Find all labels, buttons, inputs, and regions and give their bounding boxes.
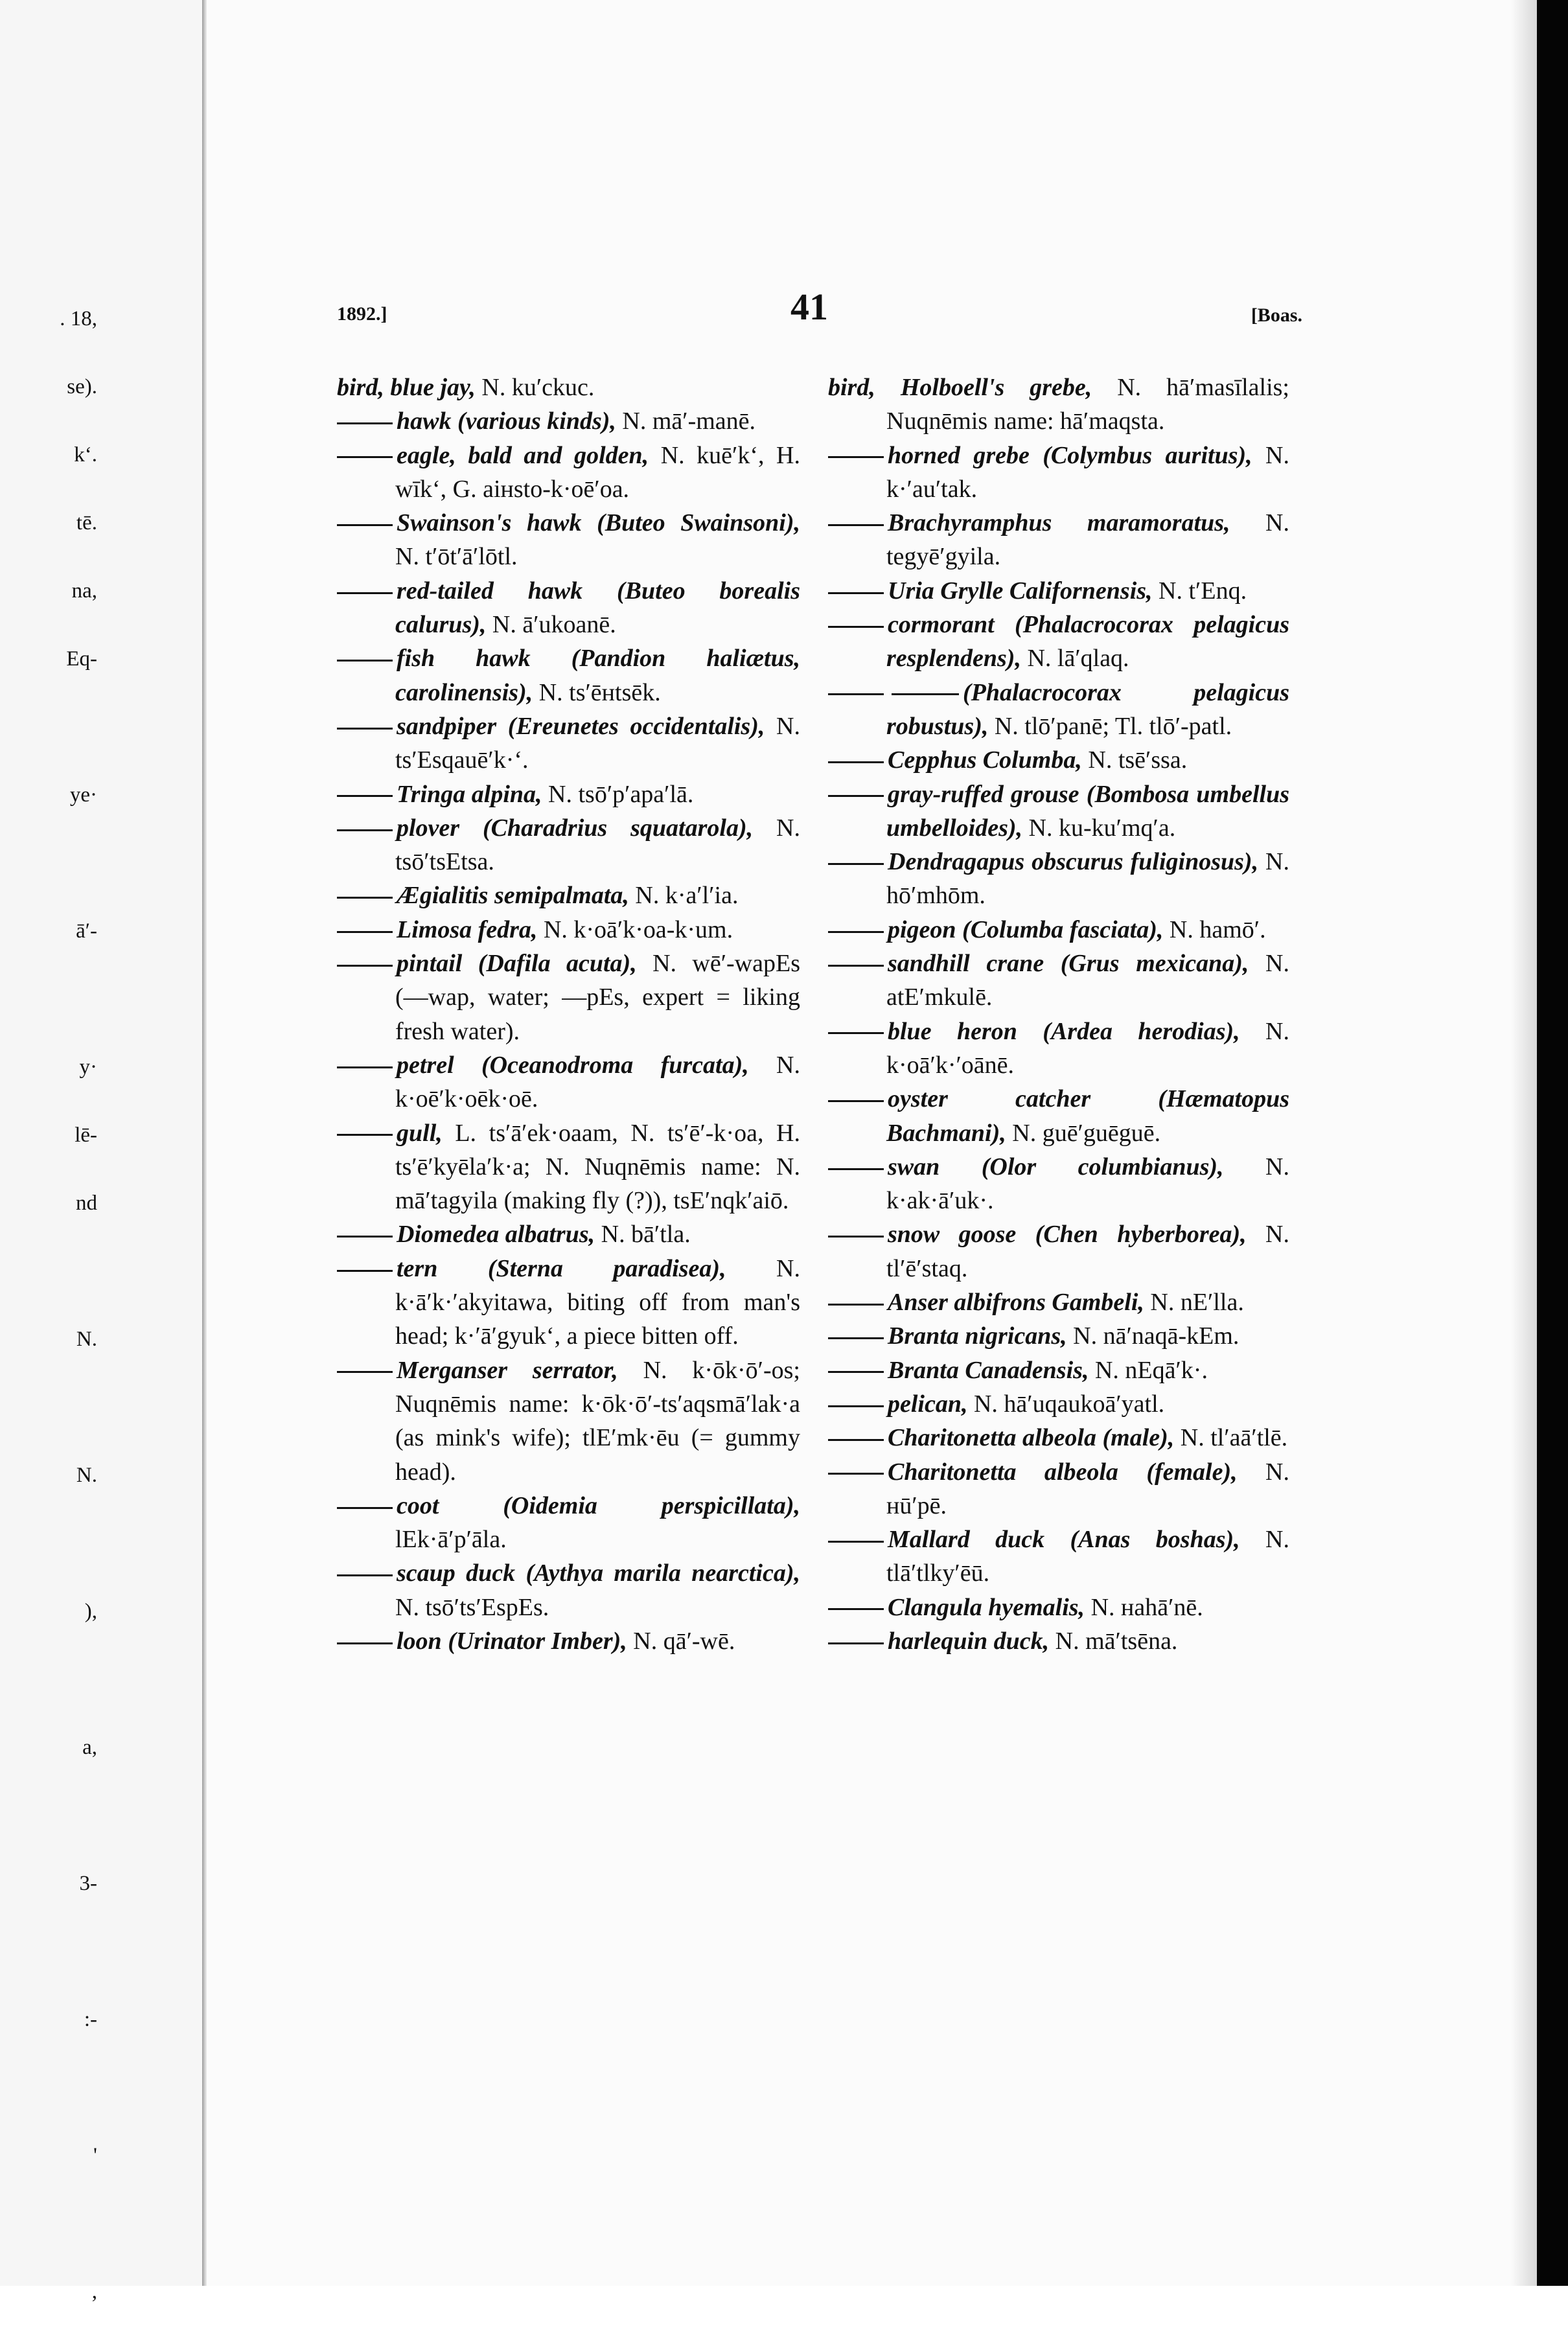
ditto-dash: [828, 1371, 884, 1373]
entry-term: (Phalacrocorax pelagicus robustus),: [886, 678, 1289, 740]
entry-term: Branta Canadensis,: [888, 1356, 1089, 1384]
entry-translation: N. tegyē′gyila.: [886, 509, 1289, 571]
ditto-dash: [828, 1405, 884, 1407]
ditto-dash: [828, 1337, 884, 1339]
ditto-dash: [337, 456, 393, 458]
ditto-dash: [337, 1507, 393, 1509]
ditto-dash: [337, 931, 393, 933]
ditto-dash: [337, 1134, 393, 1136]
dictionary-entry: [337, 574, 800, 642]
entry-translation: N. tsō′p′apa′lā.: [542, 780, 694, 808]
dictionary-entry: [828, 947, 1289, 1015]
ditto-dash: [337, 1574, 393, 1576]
ditto-dash: [828, 931, 884, 933]
entry-translation: N. t′ōt′ā′lōtl.: [395, 543, 518, 571]
entry-term: pigeon (Columba fasciata),: [888, 915, 1164, 943]
entry-translation: N. qā′-wē.: [627, 1627, 735, 1655]
entry-translation: N. kuē′k‘, H. wīk‘, G. aiнsto-k·oē′oa.: [395, 441, 800, 503]
entry-term: Clangula hyemalis,: [888, 1593, 1085, 1621]
dictionary-entry: [337, 1556, 800, 1624]
entry-translation: N. tl′aā′tlē.: [1174, 1424, 1288, 1452]
entry-translation: N. k·ōk·ō′-os; Nuqnēmis name: k·ōk·ō′-ts′aqsmā′lak·a (as mink's wife); tlE′mk·ēu (= gummy head).: [395, 1356, 800, 1486]
ditto-dash: [337, 422, 393, 424]
entry-term: red-tailed hawk (Buteo borealis calurus),: [395, 577, 800, 639]
entry-term: swan (Olor columbianus),: [888, 1153, 1224, 1180]
entry-translation: L. ts′ā′ek·oaam, N. ts′ē′-k·oa, H. ts′ē′kyēla′k·a; N. Nuqnēmis name: N. mā′tagyila (making fly (?)), tsE′nqk′aiō.: [395, 1119, 800, 1215]
dictionary-entry: [337, 439, 800, 507]
dictionary-entry: [337, 1624, 800, 1658]
entry-term: fish hawk (Pandion haliætus, carolinensis),: [395, 645, 800, 706]
margin-fragment: ),: [84, 1600, 97, 1623]
dictionary-entry: [828, 506, 1289, 574]
entry-term: Limosa fedra,: [397, 915, 538, 943]
entry-translation: N. ku′ckuc.: [475, 374, 595, 401]
entry-term: bird, blue jay,: [337, 374, 476, 401]
entry-term: Mallard duck (Anas boshas),: [888, 1526, 1240, 1554]
ditto-dash: [828, 1473, 884, 1475]
dictionary-entry: [337, 1353, 800, 1489]
entry-translation: N. guē′guēguē.: [1006, 1119, 1161, 1147]
margin-fragment: . 18,: [60, 307, 97, 330]
margin-fragment: se).: [67, 375, 97, 398]
dictionary-entry: [828, 1285, 1289, 1319]
dictionary-entry: [828, 676, 1289, 744]
entry-translation: N. lā′qlaq.: [1020, 645, 1129, 673]
dictionary-entry: [337, 1252, 800, 1353]
left-column: [337, 371, 800, 1658]
ditto-dash: [337, 1066, 393, 1068]
header-year: 1892.]: [337, 303, 387, 325]
page-number: 41: [790, 286, 828, 328]
dictionary-entry: [337, 1048, 800, 1116]
scan-border: [1537, 0, 1568, 2286]
dictionary-entry: [337, 404, 800, 438]
ditto-dash: [828, 592, 884, 594]
entry-term: horned grebe (Colymbus auritus),: [888, 441, 1252, 469]
entry-term: Diomedea albatrus,: [397, 1221, 595, 1249]
ditto-dash: [337, 1270, 393, 1272]
entry-translation: N. tl′ē′staq.: [886, 1221, 1289, 1282]
dictionary-entry: [828, 439, 1289, 507]
entry-term: snow goose (Chen hyberborea),: [888, 1221, 1247, 1249]
entry-term: eagle, bald and golden,: [397, 441, 649, 469]
dictionary-entry: [828, 1455, 1289, 1523]
entry-translation: N. nEqā′k·.: [1089, 1356, 1208, 1384]
entry-term: harlequin duck,: [888, 1627, 1050, 1655]
margin-fragment: N.: [76, 1464, 97, 1487]
dictionary-entry: [828, 574, 1289, 608]
entry-term: plover (Charadrius squatarola),: [397, 814, 754, 842]
ditto-dash: [337, 1642, 393, 1644]
entry-term: pelican,: [888, 1390, 968, 1418]
dictionary-entry: [337, 879, 800, 912]
dictionary-entry: [828, 608, 1289, 676]
entry-term: Merganser serrator,: [397, 1356, 618, 1384]
dictionary-entry: [828, 777, 1289, 846]
margin-fragment: [0, 693, 97, 761]
entry-term: scaup duck (Aythya marila nearctica),: [397, 1560, 800, 1587]
dictionary-entry: [337, 371, 800, 404]
entry-translation: N. wē′-wapEs (—wap, water; —pEs, expert = liking fresh water).: [395, 950, 800, 1045]
entry-term: gull,: [397, 1119, 443, 1147]
entry-translation: N. atE′mkulē.: [886, 950, 1289, 1011]
ditto-dash: [828, 626, 884, 628]
entry-term: cormorant (Phalacrocorax pelagicus resplendens),: [886, 611, 1289, 673]
dictionary-entry: [337, 1217, 800, 1251]
margin-fragment: ā′-: [76, 919, 97, 943]
entry-term: loon (Urinator Imber),: [397, 1627, 627, 1655]
entry-term: Branta nigricans,: [888, 1322, 1067, 1350]
page-edge-shadow: [1511, 0, 1537, 2286]
ditto-dash: [828, 1168, 884, 1170]
entry-translation: N. tsē′ssa.: [1081, 746, 1188, 774]
ditto-dash: [828, 1032, 884, 1034]
margin-fragment: [0, 965, 97, 1033]
ditto-dash: [828, 965, 884, 967]
dictionary-entry: [828, 1421, 1289, 1455]
entry-translation: N. hā′masīlalis; Nuqnēmis name: hā′maqsta.: [886, 374, 1289, 435]
right-column: [828, 371, 1289, 1658]
entry-term: gray-ruffed grouse (Bombosa umbellus umbelloides),: [886, 780, 1289, 842]
margin-fragment: [0, 2054, 97, 2122]
ditto-dash: [828, 1642, 884, 1644]
margin-fragment: 3-: [79, 1872, 97, 1895]
entry-translation: N. k·ak·ā′uk·.: [886, 1153, 1289, 1215]
ditto-dash: [828, 863, 884, 865]
dictionary-entry: [828, 1015, 1289, 1083]
dictionary-entry: [337, 506, 800, 574]
entry-translation: N. mā′tsēna.: [1049, 1627, 1178, 1655]
dictionary-entry: [828, 1319, 1289, 1353]
dictionary-entry: [337, 913, 800, 947]
entry-translation: N. tlā′tlky′ēū.: [886, 1526, 1289, 1587]
binding-gutter: [202, 0, 207, 2286]
entry-term: sandhill crane (Grus mexicana),: [888, 950, 1249, 978]
entry-term: Brachyramphus maramoratus,: [888, 509, 1230, 537]
entry-translation: N. k·oē′k·oēk·oē.: [395, 1051, 800, 1113]
entry-term: hawk (various kinds),: [397, 408, 616, 435]
ditto-dash: [828, 1100, 884, 1102]
entry-term: bird, Holboell's grebe,: [828, 374, 1092, 401]
entry-translation: N. nā′naqā-kEm.: [1066, 1322, 1239, 1350]
ditto-dash: [828, 524, 884, 526]
margin-fragment: :-: [84, 2008, 97, 2031]
entry-term: blue heron (Ardea herodias),: [888, 1017, 1240, 1045]
entry-term: sandpiper (Ereunetes occidentalis),: [397, 712, 765, 740]
entry-term: Ægialitis semipalmata,: [397, 882, 629, 910]
entry-term: Anser albifrons Gambeli,: [888, 1289, 1144, 1317]
ditto-dash: [337, 660, 393, 662]
entry-translation: N. ku-ku′mq′a.: [1022, 814, 1176, 842]
dictionary-entry: [337, 641, 800, 709]
entry-translation: N. tlō′panē; Tl. tlō′-patl.: [988, 712, 1232, 740]
header-author: [Boas.: [1251, 305, 1302, 326]
previous-page-strip: [0, 0, 202, 2303]
entry-term: pintail (Dafila acuta),: [397, 950, 637, 978]
entry-term: petrel (Oceanodroma furcata),: [397, 1051, 749, 1079]
dictionary-entry: [337, 811, 800, 879]
dictionary-entry: [828, 1591, 1289, 1624]
margin-fragment: tē.: [76, 511, 97, 535]
entry-translation: N. k·a′l′ia.: [628, 882, 739, 910]
ditto-dash: [337, 829, 393, 831]
margin-fragment: [0, 1918, 97, 1986]
dictionary-entry: [828, 1387, 1289, 1421]
margin-fragment: [0, 829, 97, 897]
entry-translation: N. hamō′.: [1163, 915, 1266, 943]
entry-translation: N. ts′Esqauē′k·‘.: [395, 712, 800, 774]
ditto-dash: [892, 693, 959, 695]
margin-fragment: a,: [82, 1736, 97, 1759]
entry-translation: N. k·′au′tak.: [886, 441, 1289, 503]
margin-fragment: lē-: [75, 1123, 97, 1147]
margin-fragment: Eq-: [66, 647, 97, 671]
ditto-dash: [337, 524, 393, 526]
entry-translation: N. nE′lla.: [1144, 1289, 1244, 1317]
dictionary-entry: [828, 743, 1289, 777]
margin-fragment: ,: [91, 2280, 97, 2303]
entry-term: Charitonetta albeola (male),: [888, 1424, 1175, 1452]
dictionary-entry: [337, 709, 800, 777]
ditto-dash: [337, 965, 393, 967]
margin-fragment: [0, 1782, 97, 1850]
ditto-dash: [828, 1439, 884, 1441]
entry-translation: N. bā′tla.: [595, 1221, 691, 1249]
entry-term: Charitonetta albeola (female),: [888, 1458, 1238, 1486]
ditto-dash: [828, 1304, 884, 1306]
ditto-dash: [337, 1236, 393, 1238]
ditto-dash: [828, 693, 884, 695]
dictionary-entry: [828, 913, 1289, 947]
entry-term: Swainson's hawk (Buteo Swainsoni),: [397, 509, 800, 537]
entry-translation: N. tsō′ts′EspEs.: [395, 1593, 549, 1621]
entry-translation: N. k·oā′k·′oānē.: [886, 1017, 1289, 1079]
dictionary-entry: [828, 1217, 1289, 1285]
ditto-dash: [828, 795, 884, 797]
entry-translation: N. нahā′nē.: [1085, 1593, 1203, 1621]
ditto-dash: [828, 761, 884, 763]
ditto-dash: [337, 592, 393, 594]
entry-translation: N. hā′uqaukoā′yatl.: [967, 1390, 1165, 1418]
entry-translation: N. tsō′tsEtsa.: [395, 814, 800, 876]
ditto-dash: [337, 728, 393, 730]
margin-fragment: [0, 2190, 97, 2258]
dictionary-entry: [337, 777, 800, 811]
entry-term: Uria Grylle Californensis,: [888, 577, 1153, 605]
dictionary-entry: [828, 371, 1289, 439]
dictionary-entry: [828, 1523, 1289, 1591]
dictionary-entry: [828, 1082, 1289, 1150]
entry-translation: N. k·ā′k·′akyitawa, biting off from man's head; k·′ā′gyuk‘, a piece bitten off.: [395, 1254, 800, 1350]
margin-fragment: na,: [71, 579, 97, 603]
margin-fragment: N.: [76, 1328, 97, 1351]
margin-fragment: k‘.: [74, 443, 97, 466]
dictionary-entry: [828, 1150, 1289, 1218]
entry-translation: N. ā′ukoanē.: [486, 611, 616, 639]
entry-translation: N. k·oā′k·oa-k·um.: [537, 915, 733, 943]
ditto-dash: [828, 1608, 884, 1610]
ditto-dash: [828, 1541, 884, 1543]
margin-fragment: ye·: [69, 783, 97, 807]
entry-term: Dendragapus obscurus fuliginosus),: [888, 848, 1259, 876]
entry-term: Tringa alpina,: [397, 780, 542, 808]
ditto-dash: [337, 897, 393, 899]
dictionary-entry: [337, 1489, 800, 1557]
entry-translation: N. ts′ēнtsēk.: [533, 678, 661, 706]
previous-page-margin-text: [0, 285, 97, 2326]
entry-translation: N. mā′-manē.: [616, 408, 756, 435]
entry-translation: N. нū′pē.: [886, 1458, 1289, 1519]
margin-fragment: y·: [79, 1055, 97, 1079]
dictionary-entry: [828, 845, 1289, 913]
ditto-dash: [828, 456, 884, 458]
entry-translation: N. hō′mhōm.: [886, 848, 1289, 910]
margin-fragment: [0, 1646, 97, 1714]
dictionary-entry: [828, 1624, 1289, 1658]
running-header: [337, 285, 1302, 343]
margin-fragment: [0, 1374, 97, 1442]
entry-term: coot (Oidemia perspicillata),: [397, 1491, 800, 1519]
ditto-dash: [828, 1236, 884, 1238]
margin-fragment: nd: [76, 1192, 97, 1215]
margin-fragment: ': [93, 2144, 97, 2167]
margin-fragment: [0, 1510, 97, 1578]
ditto-dash: [337, 795, 393, 797]
ditto-dash: [337, 1371, 393, 1373]
dictionary-entry: [828, 1353, 1289, 1387]
entry-term: oyster catcher (Hæmatopus Bachmani),: [886, 1085, 1289, 1147]
margin-fragment: [0, 1238, 97, 1306]
entry-term: Cepphus Columba,: [888, 746, 1082, 774]
entry-term: tern (Sterna paradisea),: [397, 1254, 726, 1282]
entry-translation: N. t′Enq.: [1152, 577, 1247, 605]
entry-translation: lEk·ā′p′āla.: [395, 1526, 507, 1554]
dictionary-entry: [337, 1116, 800, 1218]
dictionary-entry: [337, 947, 800, 1048]
